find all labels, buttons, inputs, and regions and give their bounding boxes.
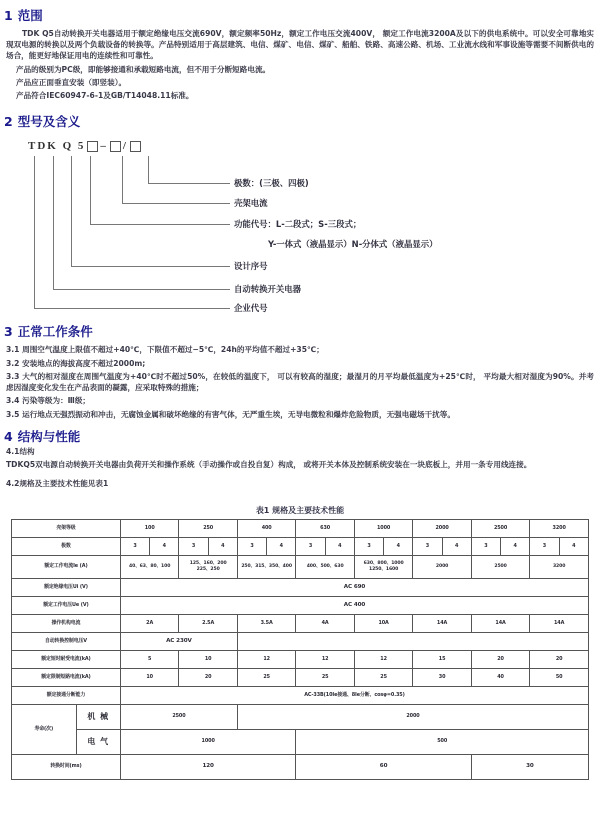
section-heading-1 <box>0 6 600 24</box>
row-label: 额定绝缘电压Ui (V) <box>12 578 121 596</box>
icw-cell: 20 <box>530 650 589 668</box>
table-row-electrical-life <box>12 729 589 754</box>
pole-cell: 4 <box>501 537 530 555</box>
mech-current-cell: 10A <box>354 614 412 632</box>
empty-cell <box>237 632 588 650</box>
control-voltage-cell: AC 230V <box>120 632 237 650</box>
section-heading-4 <box>0 427 600 445</box>
table-row-working-voltage <box>12 596 589 614</box>
pole-cell: 4 <box>442 537 471 555</box>
diagram-label-display: Y-一体式（液晶显示）N-分体式（液晶显示） <box>268 239 438 250</box>
icm-cell: 20 <box>179 668 237 686</box>
table-row-control-voltage <box>12 632 589 650</box>
section-number: 4 <box>4 428 13 444</box>
frame-cell: 400 <box>237 519 295 537</box>
mechanical-life-value: 2000 <box>237 704 588 729</box>
connector-design <box>71 266 230 267</box>
row-label: 额定短时耐受电流(kA) <box>12 650 121 668</box>
diagram-label-company: 企业代号 <box>234 303 268 314</box>
icm-cell: 30 <box>413 668 471 686</box>
table-caption: 表1 规格及主要技术性能 <box>255 505 345 515</box>
section-heading-2 <box>0 112 600 130</box>
icw-cell: 20 <box>471 650 529 668</box>
row-label: 操作机构电流 <box>12 614 121 632</box>
table-row-short-circuit-current <box>12 668 589 686</box>
mechanical-life-label: 机 械 <box>76 704 120 729</box>
diagram-label-poles: 极数：(三极、四极) <box>234 178 309 189</box>
table-row-frame <box>12 519 589 537</box>
frame-cell: 2000 <box>413 519 471 537</box>
current-cell: 2500 <box>471 555 529 578</box>
mech-current-cell: 3.5A <box>237 614 295 632</box>
diagram-label-function: 功能代号：L-二段式；S-三段式； <box>234 219 362 230</box>
pole-cell: 3 <box>120 537 149 555</box>
pole-cell: 4 <box>559 537 588 555</box>
icm-cell: 40 <box>471 668 529 686</box>
table-row-mechanical-life <box>12 704 589 729</box>
model-code-prefix: TDK Q 5 <box>28 140 86 153</box>
pole-cell: 3 <box>296 537 325 555</box>
diagram-label-frame: 壳架电流 <box>234 198 268 209</box>
connector-frame <box>122 203 230 204</box>
frame-cell: 100 <box>120 519 178 537</box>
mech-current-cell: 4A <box>296 614 354 632</box>
current-cell: 40、63、80、100 <box>120 555 178 578</box>
pole-cell: 4 <box>384 537 413 555</box>
current-cell: 2000 <box>413 555 471 578</box>
frame-cell: 250 <box>179 519 237 537</box>
pole-cell: 4 <box>150 537 179 555</box>
icm-cell: 10 <box>120 668 178 686</box>
frame-cell: 2500 <box>471 519 529 537</box>
row-label: 额定接通分断能力 <box>12 686 121 704</box>
row-label: 额定限制短路电流(kA) <box>12 668 121 686</box>
icw-cell: 12 <box>296 650 354 668</box>
condition-item: 3.4 污染等级为：Ⅲ级； <box>6 396 91 406</box>
pole-cell: 3 <box>471 537 500 555</box>
voltage-cell: AC 690 <box>120 578 588 596</box>
voltage-cell: AC 400 <box>120 596 588 614</box>
section-title: 结构与性能 <box>17 428 81 444</box>
section-heading-3 <box>0 322 600 340</box>
model-code: TDK Q 5 – / <box>28 140 143 152</box>
row-label: 额定工作电压Ue (V) <box>12 596 121 614</box>
paragraph: 产品应正面垂直安装（即竖装）。 <box>16 77 127 87</box>
table-row-making-capacity <box>12 686 589 704</box>
diagram-label-design: 设计序号 <box>234 261 268 272</box>
icm-cell: 50 <box>530 668 589 686</box>
electrical-life-value: 1000 <box>120 729 295 754</box>
row-label: 极数 <box>12 537 121 555</box>
table-row-insulation-voltage <box>12 578 589 596</box>
code-box-poles <box>130 141 141 152</box>
current-cell: 125、160、200 225、250 <box>179 555 237 578</box>
current-cell: 3200 <box>530 555 589 578</box>
frame-cell: 1000 <box>354 519 412 537</box>
leader-line-device <box>53 156 54 289</box>
condition-item: 3.3 大气的相对湿度在周围气温度为+40℃时不超过50%，在较低的温度下， 可以有较高的湿度；最湿月的月平均最低温度为+25℃时， 平均最大相对湿度为90%。并考虑因湿度变化发生在产品表面的凝露，应采取特殊的措施； <box>6 371 594 393</box>
section-title: 正常工作条件 <box>17 324 93 340</box>
table-row-poles <box>12 537 589 555</box>
spec-table <box>11 519 589 780</box>
row-label: 壳架等级 <box>12 519 121 537</box>
connector-company <box>34 308 230 309</box>
leader-line-frame <box>122 156 123 203</box>
leader-line-function <box>90 156 91 224</box>
life-label: 寿命(次) <box>12 704 77 754</box>
table-row-mechanism-current <box>12 614 589 632</box>
pole-cell: 4 <box>208 537 237 555</box>
condition-item: 3.5 运行地点无强烈振动和冲击，无腐蚀金属和破坏绝缘的有害气体，无严重生埃，无导电微粒和爆炸危险物质，无强电磁场干扰等。 <box>6 409 455 419</box>
mech-current-cell: 14A <box>413 614 471 632</box>
current-cell: 400、500、630 <box>296 555 354 578</box>
switch-time-cell: 60 <box>296 754 471 779</box>
icw-cell: 15 <box>413 650 471 668</box>
switch-time-cell: 30 <box>471 754 588 779</box>
row-label: 转换时间(ms) <box>12 754 121 779</box>
pole-cell: 3 <box>413 537 442 555</box>
paragraph: TDKQ5双电源自动转换开关电器由负荷开关和操作系统（手动操作或自投自复）构成， 或将开关本体及控制系统安装在一块底板上，并用一条专用线连接。 <box>6 460 532 470</box>
condition-item: 3.1 周围空气温度上限值不超过+40℃，下限值不超过−5℃，24h的平均值不超过+35℃； <box>6 345 324 355</box>
icm-cell: 25 <box>354 668 412 686</box>
current-cell: 250、315、350、400 <box>237 555 295 578</box>
table-row-rated-current <box>12 555 589 578</box>
pole-cell: 3 <box>237 537 266 555</box>
section-number: 2 <box>4 114 13 130</box>
leader-line-pole <box>148 156 149 183</box>
table-row-switch-time <box>12 754 589 779</box>
code-box-frame <box>110 141 121 152</box>
electrical-life-value: 500 <box>296 729 589 754</box>
electrical-life-label: 电 气 <box>76 729 120 754</box>
row-label: 额定工作电流Ie (A) <box>12 555 121 578</box>
paragraph: 产品的级别为PC级，即能够接通和承载短路电流，但不用于分断短路电流。 <box>16 64 271 74</box>
frame-cell: 630 <box>296 519 354 537</box>
pole-cell: 3 <box>354 537 383 555</box>
pole-cell: 4 <box>325 537 354 555</box>
icw-cell: 10 <box>179 650 237 668</box>
icm-cell: 25 <box>237 668 295 686</box>
subsection-label: 4.2规格及主要技术性能见表1 <box>6 479 109 489</box>
section-title: 型号及含义 <box>17 114 81 130</box>
switch-time-cell: 120 <box>120 754 295 779</box>
subsection-label: 4.1结构 <box>6 446 35 456</box>
pole-cell: 3 <box>530 537 559 555</box>
current-cell: 630、800、1000 1250、1600 <box>354 555 412 578</box>
mechanical-life-value: 2500 <box>120 704 237 729</box>
mech-current-cell: 2.5A <box>179 614 237 632</box>
code-box-function <box>87 141 98 152</box>
model-code-diagram <box>0 134 600 322</box>
making-capacity-cell: AC-33B(10Ie接通、8Ie分断、cosφ=0.35) <box>120 686 588 704</box>
mech-current-cell: 14A <box>471 614 529 632</box>
paragraph: TDK Q5自动转换开关电器适用于额定绝缘电压交流690V，额定频率50Hz，额定工作电压交流400V， 额定工作电流3200A及以下的供电系统中。可以安全可靠地实现双电源的转换以及两个负载设备的转换等。产品特别适用于高层建筑、电信、煤矿、电信、煤矿、船舶、铁路、高速公路、机场、工业流水线和军事设施等需要不间断供电的场合，能更好地保证用电的连续性和可靠性。 <box>6 29 594 61</box>
connector-poles <box>148 183 230 184</box>
mech-current-cell: 14A <box>530 614 589 632</box>
frame-cell: 3200 <box>530 519 589 537</box>
leader-line-company <box>34 156 35 308</box>
icm-cell: 25 <box>296 668 354 686</box>
table-row-short-time-current <box>12 650 589 668</box>
pole-cell: 4 <box>267 537 296 555</box>
section-number: 3 <box>4 324 13 340</box>
section-title: 范围 <box>17 8 43 23</box>
connector-device <box>53 289 230 290</box>
paragraph: 产品符合IEC60947-6-1及GB/T14048.11标准。 <box>16 91 194 101</box>
icw-cell: 5 <box>120 650 178 668</box>
row-label: 自动转换控制电压V <box>12 632 121 650</box>
mech-current-cell: 2A <box>120 614 178 632</box>
pole-cell: 3 <box>179 537 208 555</box>
section-number: 1 <box>4 8 13 23</box>
diagram-label-device: 自动转换开关电器 <box>234 284 301 295</box>
icw-cell: 12 <box>354 650 412 668</box>
leader-line-design <box>71 156 72 266</box>
condition-item: 3.2 安装地点的海拔高度不超过2000m; <box>6 358 146 368</box>
connector-function <box>90 224 230 225</box>
icw-cell: 12 <box>237 650 295 668</box>
